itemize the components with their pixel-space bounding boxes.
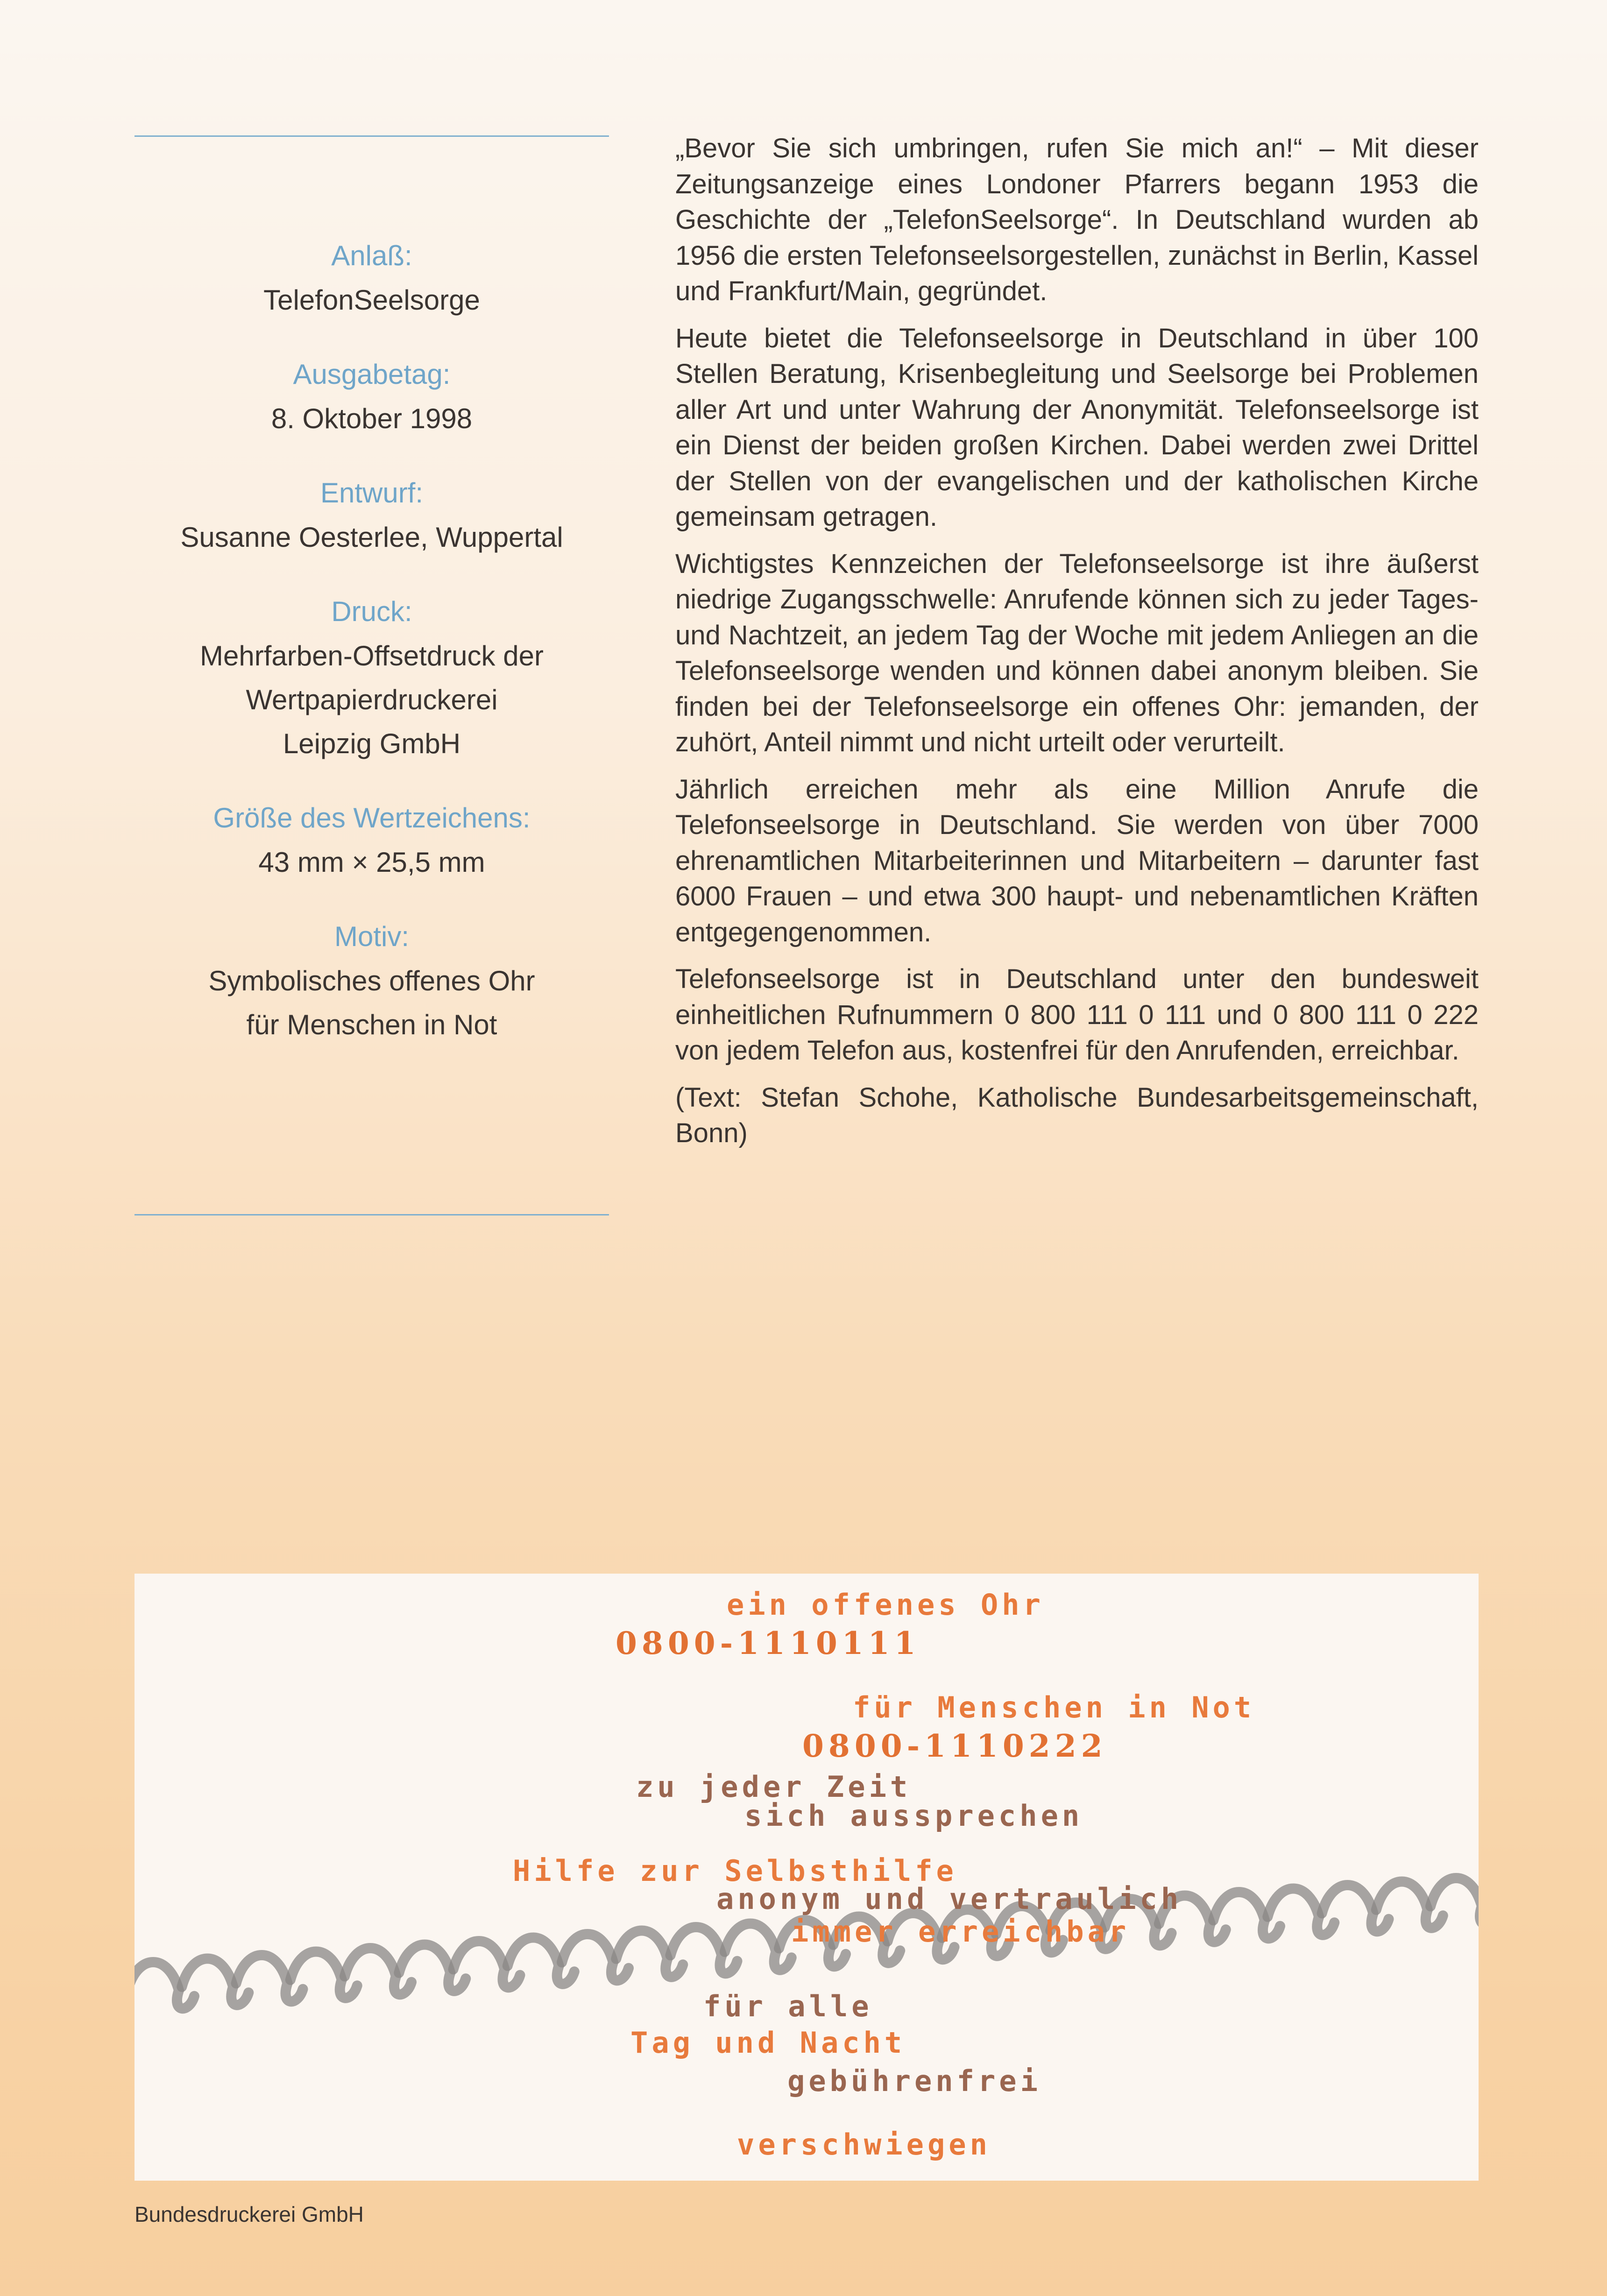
field-label: Ausgabetag: bbox=[293, 359, 451, 390]
phrase-free-of-charge: gebührenfrei bbox=[787, 2064, 1041, 2098]
field-issue-date bbox=[135, 352, 609, 441]
article-paragraph: „Bevor Sie sich umbringen, rufen Sie mich an!“ – Mit dieser Zeitungsanzeige eines Londoner Pfarrers begann 1953 die Geschichte der „TelefonSeelsorge“. In Deutschland wurden ab 1956 die ersten Telefonseelsorgestellen, zunächst in Berlin, Kassel und Frankfurt/Main, gegründet. bbox=[675, 133, 1479, 306]
phrase-for-all: für alle bbox=[703, 1989, 873, 2023]
phrase-always-reachable: immer erreichbar bbox=[791, 1915, 1130, 1949]
field-print bbox=[135, 589, 609, 766]
sidebar-top-rule bbox=[135, 135, 609, 137]
printer-credit: Bundesdruckerei GmbH bbox=[135, 2202, 364, 2226]
field-motif bbox=[135, 914, 609, 1047]
field-label: Motiv: bbox=[334, 921, 410, 952]
field-occasion bbox=[135, 233, 609, 322]
article-paragraph: Telefonseelsorge ist in Deutschland unter den bundesweit einheitlichen Rufnummern 0 800 111 0 111 und 0 800 111 0 222 von jedem Telefon aus, kostenfrei für den Anrufenden, erreichbar. bbox=[675, 964, 1479, 1066]
field-value: TelefonSeelsorge bbox=[263, 284, 480, 316]
article-text bbox=[675, 131, 1479, 1163]
field-value: Susanne Oesterlee, Wuppertal bbox=[180, 522, 563, 553]
phone-number-1: 0800-1110111 bbox=[616, 1625, 920, 1661]
sidebar-bottom-rule bbox=[135, 1214, 609, 1215]
article-paragraph: Heute bietet die Telefonseelsorge in Deutschland in über 100 Stellen Beratung, Krisenbegleitung und Seelsorge bei Problemen aller Art und unter Wahrung der Anonymität. Telefonseelsorge ist ein Dienst der beiden großen Kirchen. Dabei werden zwei Drittel der Stellen von der evangelischen und der katholischen Kirche gemeinsam getragen. bbox=[675, 323, 1479, 532]
phrase-confidential: verschwiegen bbox=[737, 2127, 991, 2162]
phrase-anonymous: anonym und vertraulich bbox=[716, 1882, 1182, 1916]
stamp-motif-panel bbox=[135, 1574, 1479, 2181]
phrase-self-help: Hilfe zur Selbsthilfe bbox=[513, 1854, 957, 1888]
phrase-open-ear: ein offenes Ohr bbox=[727, 1588, 1044, 1622]
stamp-info-sidebar bbox=[135, 233, 609, 1077]
field-value: 43 mm × 25,5 mm bbox=[258, 847, 485, 878]
phrase-day-night: Tag und Nacht bbox=[630, 2026, 906, 2060]
field-label: Entwurf: bbox=[320, 477, 424, 509]
article-credit: (Text: Stefan Schohe, Katholische Bundesarbeitsgemeinschaft, Bonn) bbox=[675, 1082, 1479, 1148]
field-value: Mehrfarben-Offsetdruck der Wertpapierdruckerei Leipzig GmbH bbox=[200, 640, 544, 759]
phrase-any-time: zu jeder Zeit bbox=[636, 1770, 912, 1804]
field-value: Symbolisches offenes Ohr für Menschen in Not bbox=[208, 965, 535, 1040]
field-value: 8. Oktober 1998 bbox=[271, 403, 473, 434]
article-paragraph: Jährlich erreichen mehr als eine Million Anrufe die Telefonseelsorge in Deutschland. Sie werden von über 7000 ehrenamtlichen Mitarbeiterinnen und Mitarbeitern – darunter fast 6000 Frauen – und etwa 300 haupt- und nebenamtlichen Kräften entgegengenommen. bbox=[675, 774, 1479, 947]
phrase-talk: sich aussprechen bbox=[744, 1799, 1083, 1833]
phone-number-2: 0800-1110222 bbox=[802, 1728, 1107, 1764]
field-design bbox=[135, 471, 609, 559]
phrase-people-in-need: für Menschen in Not bbox=[853, 1690, 1255, 1724]
field-label: Anlaß: bbox=[331, 240, 412, 271]
field-label: Druck: bbox=[331, 596, 412, 627]
field-label: Größe des Wertzeichens: bbox=[213, 802, 531, 834]
field-size bbox=[135, 796, 609, 884]
article-paragraph: Wichtigstes Kennzeichen der Telefonseelsorge ist ihre äußerst niedrige Zugangsschwelle: Anrufende können sich zu jeder Tages- und Nachtzeit, an jedem Tag der Woche mit jedem Anliegen an die Telefonseelsorge wenden und können dabei anonym bleiben. Sie finden bei der Telefonseelsorge ein offenes Ohr: jemanden, der zuhört, Anteil nimmt und nicht urteilt oder verurteilt. bbox=[675, 548, 1479, 757]
